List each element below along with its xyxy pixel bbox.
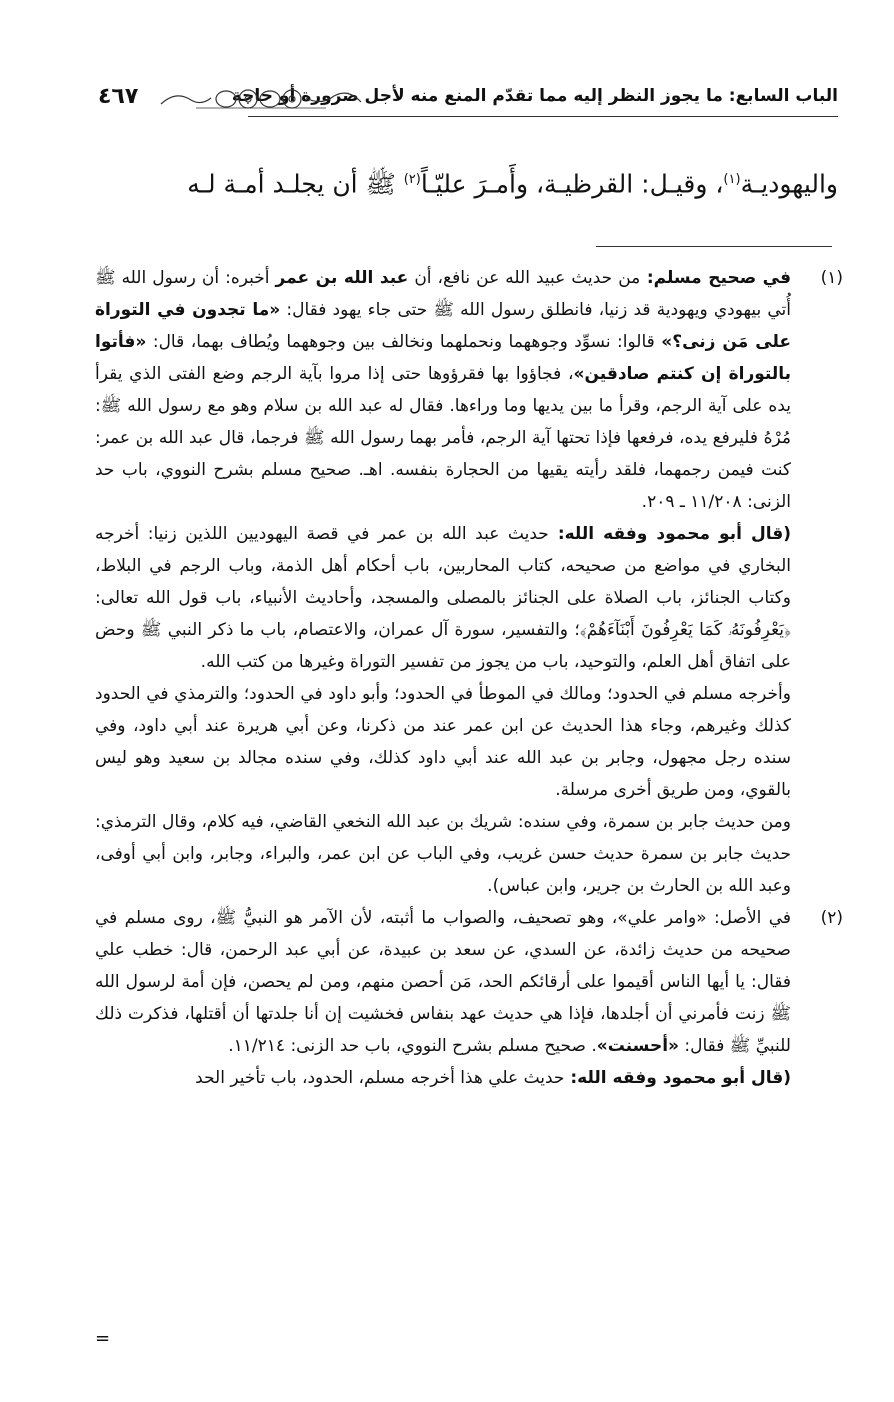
footnote-paragraph: [95, 902, 791, 1062]
running-header: [98, 80, 838, 120]
footnote-1: [95, 262, 843, 902]
footnote-ref-2: (٢): [403, 172, 421, 187]
text-segment: «ما تجدون في التوراة على مَن زنى؟»: [95, 300, 792, 352]
text-segment: في الأصل: «وامر علي»، وهو تصحيف، والصواب ما أثبته، لأن الآمر هو النبيُّ ﷺ، روى مسلم في صحيحه من حديث زائدة، عن السدي، عن سعد بن عبيدة، عن أبي عبد الرحمن، قال: خطب علي فقال: يا أيها الناس أقيموا على أرقائكم الحد، مَن أحصن منهم، ومن لم يحصن، فإن أمة لرسول الله ﷺ زنت فأمرني أن أجلدها، فإذا هي حديث عهد بنفاس فخشيت إن أنا جلدتها أن أقتلها، فذكرت ذلك للنبيِّ ﷺ فقال:: [95, 908, 791, 1056]
footnote-paragraph: [95, 1062, 791, 1094]
page-number: ٤٦٧: [98, 84, 139, 109]
text-segment: ومن حديث جابر بن سمرة، وفي سنده: شريك بن عبد الله النخعي القاضي، فيه كلام، وقال الترمذي: حديث جابر بن سمرة حديث حسن غريب، وفي الباب عن ابن عمر، والبراء، وجابر، وابن أبي أوفى، وعبد الله بن الحارث بن جرير، وابن عباس).: [95, 812, 791, 896]
header-divider: [248, 116, 838, 117]
main-part-1: واليهوديـة: [740, 169, 838, 199]
footnote-paragraph: [95, 806, 791, 902]
footnote-divider: [596, 246, 832, 247]
footnote-2: [95, 902, 843, 1094]
footnote-paragraph: [95, 678, 791, 806]
continuation-mark: =: [95, 1328, 111, 1349]
footnote-paragraph: [95, 262, 791, 518]
main-text-line: [90, 160, 838, 204]
text-segment: وأخرجه مسلم في الحدود؛ ومالك في الموطأ في الحدود؛ وأبو داود في الحدود؛ والترمذي في الحدود كذلك وغيرهم، وجاء هذا الحديث عن ابن عمر عند من ذكرنا، وعن أبي هريرة عند أبي داود، وفي سنده رجل مجهول، وجابر بن عبد الله عند أبي داود كذلك، وفي سنده مجالد بن سعيد وهو ليس بالقوي، ومن طريق أخرى مرسلة.: [95, 684, 791, 800]
text-segment: من حديث عبيد الله عن نافع، أن: [408, 268, 641, 288]
text-segment: «فأتوا بالتوراة إن كنتم صادقين»: [95, 332, 791, 384]
header-title: الباب السابع: ما يجوز النظر إليه مما تقدّم المنع منه لأجل ضرورة أو حاجة: [231, 86, 838, 106]
footnote-number: (١): [820, 268, 843, 288]
text-segment: حديث علي هذا أخرجه مسلم، الحدود، باب تأخير الحد: [195, 1068, 565, 1088]
text-segment: (قال أبو محمود وفقه الله:: [564, 1068, 791, 1088]
text-segment: قالوا: نسوِّد وجوههما ونحملهما ونخالف بين وجوههما ويُطاف بهما، قال:: [146, 332, 662, 352]
text-segment: . صحيح مسلم بشرح النووي، باب حد الزنى: ١١/٢١٤.: [228, 1036, 597, 1056]
text-segment: ، فجاؤوا بها فقرؤوها حتى إذا مروا بآية الرجم وضع الفتى الذي يقرأ يده على آية الرجم، وقرأ ما بين يديها وما وراءها. فقال له عبد الله بن سلام وهو مع رسول الله ﷺ: مُرْهُ فليرفع يده، فرفعها فإذا تحتها آية الرجم، فأمر بهما رسول الله ﷺ فرجما، قال عبد الله بن عمر: كنت فيمن رجمهما، فلقد رأيته يقيها من الحجارة بنفسه. اهـ. صحيح مسلم بشرح النووي، باب حد الزنى: ١١/٢٠٨ ـ ٢٠٩.: [95, 364, 791, 512]
text-segment: (قال أبو محمود وفقه الله:: [548, 524, 791, 544]
footnote-paragraph: [95, 518, 791, 678]
ornament-icon: [156, 86, 366, 112]
text-segment: «أحسنت»: [596, 1036, 680, 1056]
main-part-3: ﷺ أن يجلـد أمـة لـه: [187, 169, 404, 199]
text-segment: عبد الله بن عمر: [275, 268, 409, 288]
text-segment: حديث عبد الله بن عمر في قصة اليهوديين اللذين زنيا: أخرجه البخاري في مواضع من صحيحه، كتاب المحاربين، باب أحكام أهل الذمة، وباب الرجم في البلاط، وكتاب الجنائز، باب الصلاة على الجنائز بالمصلى والمسجد، وأحاديث الأنبياء، باب قول الله تعالى: ﴿يَعْرِفُونَهُۥ كَمَا يَعْرِفُونَ أَبْنَآءَهُمْ﴾؛ والتفسير، سورة آل عمران، والاعتصام، باب ما ذكر النبي ﷺ وحض على اتفاق أهل العلم، والتوحيد، باب من يجوز من تفسير التوراة وغيرها من كتب الله.: [95, 524, 791, 672]
text-segment: في صحيح مسلم:: [640, 268, 792, 288]
footnote-ref-1: (١): [723, 172, 741, 187]
footnotes-section: [95, 262, 843, 1094]
footnote-number: (٢): [820, 908, 843, 928]
text-segment: أخبره: أن رسول الله ﷺ أُتي بيهودي ويهودية قد زنيا، فانطلق رسول الله ﷺ حتى جاء يهود فقال:: [95, 268, 791, 320]
main-part-2: ، وقيـل: القرظيـة، وأَمـرَ عليّـاً: [420, 169, 724, 199]
